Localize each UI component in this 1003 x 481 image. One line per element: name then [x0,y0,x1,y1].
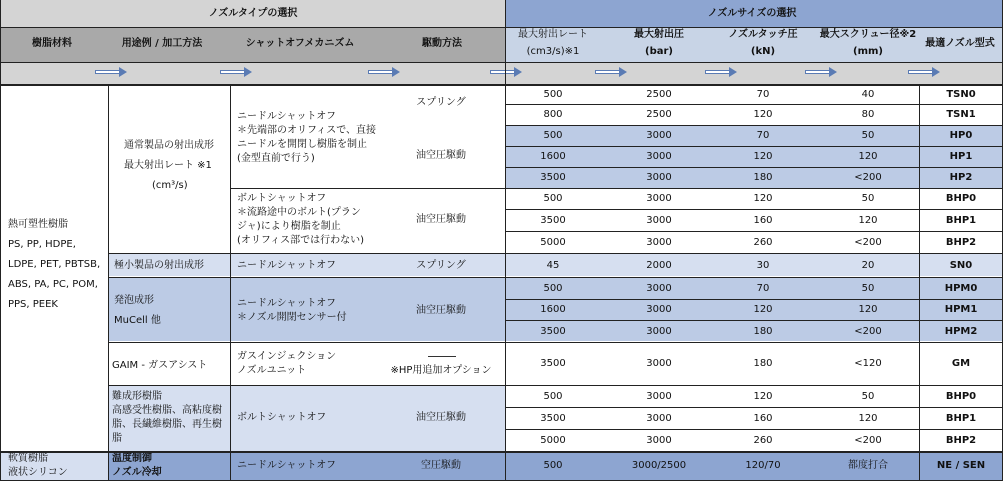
dash-separator [428,356,456,357]
grid-line [919,84,920,481]
cell-screw: 120 [858,304,878,315]
grid-line [230,84,231,481]
col-use: 用途例 / 加工方法 [121,38,203,49]
grid-line [505,125,1003,126]
cell-pressure: 3000 [646,358,672,369]
cell-rate: 3500 [540,326,566,337]
cell-type: TSN0 [946,89,976,100]
grid-line [0,451,1003,453]
resin-soft: 軟質樹脂 [8,453,48,464]
arrow-right-icon [805,67,837,79]
cell-rate: 500 [543,130,563,141]
cell-type: HPM2 [944,326,978,337]
cell-rate: 3500 [540,413,566,424]
drive-hydraulic: 油空圧駆動 [416,150,466,161]
cell-pressure: 3000 [646,283,672,294]
col-touch-2: (kN) [750,46,776,57]
col-rate-1: 最大射出レート [518,29,588,40]
cell-rate: 500 [543,89,563,100]
cell-rate: 5000 [540,435,566,446]
grid-line [0,27,1003,28]
cell-pressure: 3000 [646,435,672,446]
drive-hydraulic: 油空圧駆動 [416,412,466,423]
resin-list-1: PS, PP, HDPE, [8,239,76,250]
cell-type: BHP2 [945,237,977,248]
resin-list-3: ABS, PA, PC, POM, [8,279,98,290]
grid-line [230,188,1003,189]
cell-pressure: 3000 [646,151,672,162]
cell-rate: 3500 [540,215,566,226]
arrow-right-icon [490,67,522,79]
shutoff-needle: ニードルシャットオフ [237,111,336,122]
cell-type: HPM1 [944,304,978,315]
col-rate-2: (cm3/s)※1 [526,46,580,57]
cell-rate: 800 [543,109,563,120]
shutoff-needle-desc-2: ニードルを開閉し樹脂を制止 [237,139,367,150]
shutoff-needle-desc-3: (金型直前で行う) [237,153,315,164]
shutoff-foam: ニードルシャットオフ [237,298,336,309]
use-micro: 極小製品の射出成形 [114,260,204,271]
shutoff-gas: ガスインジェクション [237,351,337,362]
grid-line [505,104,1003,105]
arrow-right-icon [220,67,252,79]
cell-touch: 120 [753,304,773,315]
cell-type: NE / SEN [936,460,986,471]
grid-line [505,299,1003,300]
header-nozzle-size: ノズルサイズの選択 [707,8,797,19]
cell-type: BHP1 [945,215,977,226]
use-hard-desc-2: 脂、長繊維樹脂、再生樹 [112,419,222,430]
cell-touch: 70 [756,130,770,141]
use-hard: 難成形樹脂 [112,391,162,402]
cell-screw: 50 [861,283,875,294]
cell-touch: 120 [753,109,773,120]
arrow-right-icon [368,67,400,79]
col-shutoff: シャットオフメカニズム [245,38,355,49]
cell-pressure: 3000 [646,215,672,226]
use-hard-desc-1: 高感受性樹脂、高粘度樹 [112,405,222,416]
cell-rate: 500 [543,193,563,204]
cell-pressure: 3000/2500 [631,460,687,471]
col-screw-2: (mm) [853,46,883,57]
grid-line [108,385,1003,386]
cell-screw: <200 [854,326,882,337]
use-cooling: ノズル冷却 [112,467,162,478]
cell-touch: 180 [753,172,773,183]
cell-type: GM [951,358,971,369]
shutoff-gas-unit: ノズルユニット [237,365,307,376]
cell-touch: 120 [753,151,773,162]
cell-pressure: 2500 [646,109,672,120]
cell-pressure: 3000 [646,326,672,337]
resin-silicone: 液状シリコン [8,467,68,478]
cell-touch: 120 [753,193,773,204]
cell-touch: 70 [756,89,770,100]
cell-touch: 70 [756,283,770,294]
cell-screw: <120 [854,358,882,369]
use-normal-rate: 最大射出レート ※1 [124,160,212,171]
use-hard-desc-3: 脂 [112,433,122,444]
cell-type: BHP0 [945,391,977,402]
cell-rate: 3500 [540,358,566,369]
grid-line [108,84,109,481]
grid-line [108,342,1003,343]
cell-type: HP2 [949,172,973,183]
shutoff-bolt: ボルトシャットオフ [237,193,327,204]
cell-pressure: 3000 [646,413,672,424]
shutoff-hard: ボルトシャットオフ [237,412,327,423]
grid-line [505,320,1003,321]
col-resin: 樹脂材料 [32,38,72,49]
drive-option: ※HP用追加オプション [390,365,492,376]
cell-type: BHP2 [945,435,977,446]
cell-touch: 160 [753,215,773,226]
cell-rate: 500 [543,391,563,402]
grid-line [0,0,1,481]
cell-type: HP0 [949,130,973,141]
cell-screw: 50 [861,193,875,204]
grid-line [505,429,1003,430]
grid-line [505,231,1003,232]
use-foam: 発泡成形 [114,295,154,306]
cell-touch: 120/70 [745,460,781,471]
header-nozzle-type: ノズルタイプの選択 [208,8,298,19]
cell-touch: 120 [753,391,773,402]
use-foam-mucell: MuCell 他 [114,315,161,326]
shutoff-temp: ニードルシャットオフ [237,460,336,471]
shutoff-foam-sensor: ＊ノズル開閉センサー付 [237,312,347,323]
arrow-right-icon [705,67,737,79]
cell-pressure: 3000 [646,237,672,248]
use-normal: 通常製品の射出成形 [124,140,214,151]
grid-line [505,209,1003,210]
grid-line [505,0,506,481]
cell-touch: 260 [753,435,773,446]
cell-touch: 180 [753,358,773,369]
cell-screw: 120 [858,215,878,226]
shutoff-bolt-desc-3: (オリフィス部では行わない) [237,235,365,246]
cell-type: HP1 [949,151,973,162]
cell-pressure: 3000 [646,391,672,402]
cell-type: BHP1 [945,413,977,424]
grid-line [108,277,1003,278]
drive-air: 空圧駆動 [421,460,461,471]
shutoff-bolt-desc-2: ジャ)により樹脂を制止 [237,221,341,232]
cell-pressure: 3000 [646,172,672,183]
col-touch-1: ノズルタッチ圧 [728,29,798,40]
use-gaim: GAIM - ガスアシスト [112,360,208,371]
grid-line [505,167,1003,168]
drive-hydraulic: 油空圧駆動 [416,305,466,316]
grid-line [0,84,1003,86]
cell-screw: 50 [861,130,875,141]
use-temp: 温度制御 [112,453,152,464]
cell-screw: 120 [858,413,878,424]
grid-line [108,253,1003,254]
cell-touch: 260 [753,237,773,248]
shutoff-bolt-desc-1: ＊流路途中のボルト(プラン [237,207,361,218]
cell-screw: 20 [861,260,875,271]
cell-rate: 3500 [540,172,566,183]
cell-screw: <200 [854,435,882,446]
grid-line [0,62,1003,63]
cell-screw: 都度打合 [848,460,888,471]
cell-rate: 5000 [540,237,566,248]
use-normal-unit: (cm³/s) [152,180,188,191]
arrow-right-icon [908,67,940,79]
cell-pressure: 3000 [646,193,672,204]
col-drive: 駆動方法 [422,38,462,49]
cell-type: TSN1 [946,109,976,120]
arrow-right-icon [95,67,127,79]
resin-list-2: LDPE, PET, PBTSB, [8,259,101,270]
cell-screw: 50 [861,391,875,402]
cell-type: SN0 [949,260,973,271]
cell-screw: <200 [854,172,882,183]
col-pressure-2: (bar) [645,46,673,57]
cell-pressure: 2500 [646,89,672,100]
cell-touch: 180 [753,326,773,337]
grid-line [505,146,1003,147]
drive-spring: スプリング [416,260,466,271]
shutoff-micro: ニードルシャットオフ [237,260,336,271]
cell-screw: 80 [861,109,875,120]
cell-rate: 500 [543,283,563,294]
cell-type: HPM0 [944,283,978,294]
cell-pressure: 3000 [646,130,672,141]
shutoff-needle-desc-1: ＊先端部のオリフィスで、直接 [237,125,376,136]
resin-list-4: PPS, PEEK [8,299,58,310]
cell-touch: 30 [756,260,770,271]
resin-thermoplastic: 熱可塑性樹脂 [8,219,68,230]
cell-rate: 1600 [540,151,566,162]
cell-screw: 40 [861,89,875,100]
cell-screw: <200 [854,237,882,248]
cell-pressure: 2000 [646,260,672,271]
cell-rate: 1600 [540,304,566,315]
drive-hydraulic: 油空圧駆動 [416,214,466,225]
cell-rate: 500 [543,460,563,471]
col-type: 最適ノズル型式 [925,38,995,49]
cell-pressure: 3000 [646,304,672,315]
cell-rate: 45 [546,260,560,271]
arrow-right-icon [595,67,627,79]
drive-spring: スプリング [416,97,466,108]
grid-line [505,407,1003,408]
cell-touch: 160 [753,413,773,424]
col-screw-1: 最大スクリュー径※2 [819,29,917,40]
col-pressure-1: 最大射出圧 [634,29,684,40]
cell-type: BHP0 [945,193,977,204]
cell-screw: 120 [858,151,878,162]
